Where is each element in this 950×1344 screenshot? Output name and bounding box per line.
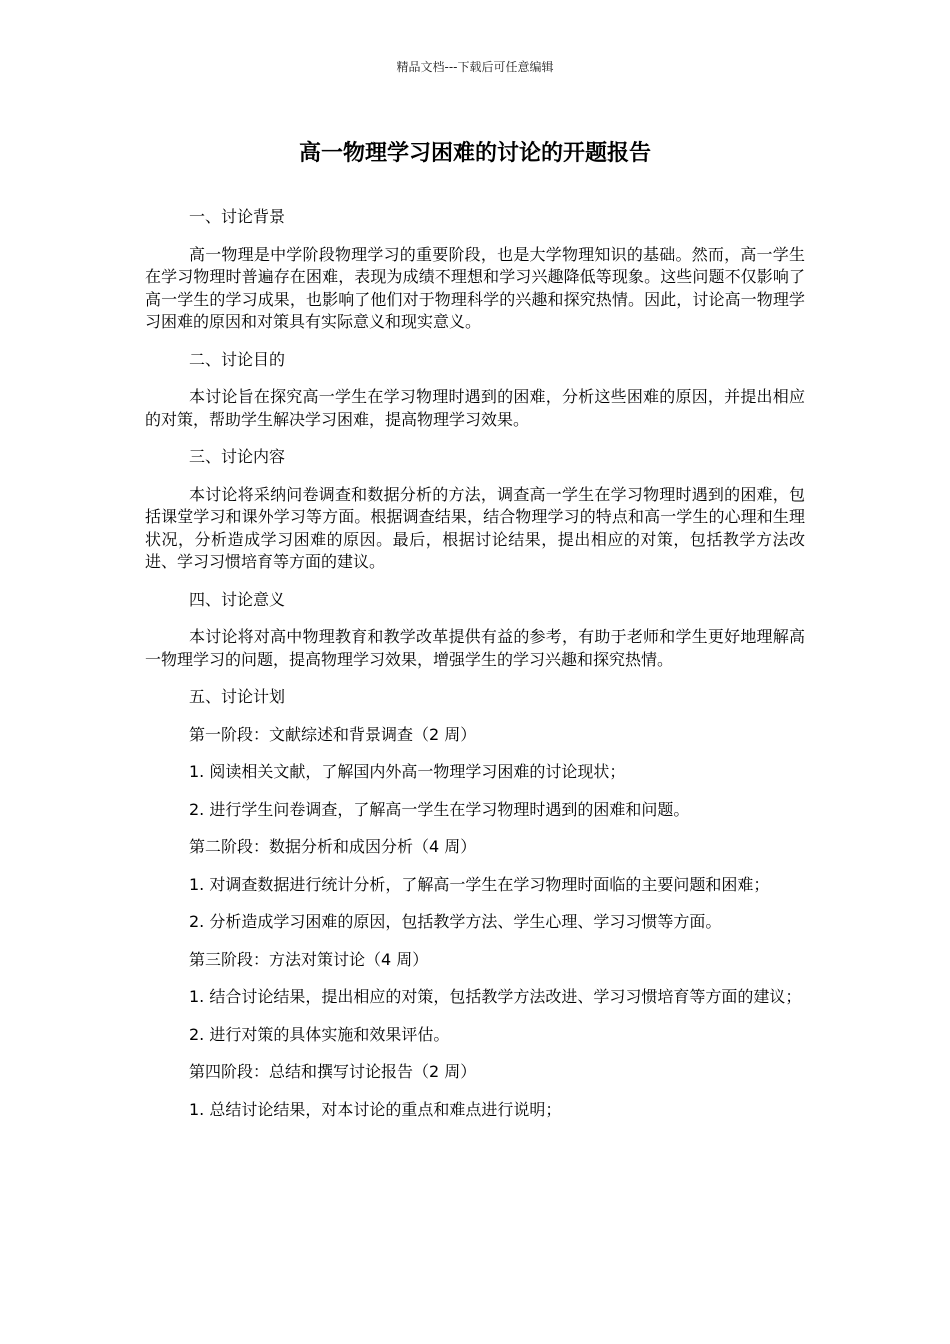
plan-stage-2: 第二阶段：数据分析和成因分析（4 周）	[189, 837, 477, 856]
paragraph-purpose: 本讨论旨在探究高一学生在学习物理时遇到的困难，分析这些困难的原因，并提出相应的对策，帮助学生解决学习困难，提高物理学习效果。	[145, 387, 805, 429]
paragraph-background: 高一物理是中学阶段物理学习的重要阶段，也是大学物理知识的基础。然而，高一学生在学习物理时普遍存在困难，表现为成绩不理想和学习兴趣降低等现象。这些问题不仅影响了高一学生的学习成果，也影响了他们对于物理科学的兴趣和探究热情。因此，讨论高一物理学习困难的原因和对策具有实际意义和现实意义。	[145, 244, 805, 331]
header-note: 精品文档---下载后可任意编辑	[396, 60, 554, 74]
plan-stage-4: 第四阶段：总结和撰写讨论报告（2 周）	[189, 1062, 477, 1081]
paragraph-significance: 本讨论将对高中物理教育和教学改革提供有益的参考，有助于老师和学生更好地理解高一物理学习的问题，提高物理学习效果，增强学生的学习兴趣和探究热情。	[145, 627, 805, 669]
plan-stage-1: 第一阶段：文献综述和背景调查（2 周）	[189, 724, 477, 744]
plan-stage-1-item-1: 1. 阅读相关文献，了解国内外高一物理学习困难的讨论现状；	[189, 762, 626, 781]
section-heading-plan: 五、讨论计划	[189, 687, 286, 706]
plan-stage-2-item-1: 1. 对调查数据进行统计分析，了解高一学生在学习物理时面临的主要问题和困难；	[189, 874, 770, 894]
plan-stage-3-item-1: 1. 结合讨论结果，提出相应的对策，包括教学方法改进、学习习惯培育等方面的建议；	[189, 987, 802, 1006]
document-title: 高一物理学习困难的讨论的开题报告	[298, 141, 651, 166]
document-body	[145, 206, 805, 1136]
plan-stage-1-item-2: 2. 进行学生问卷调查，了解高一学生在学习物理时遇到的困难和问题。	[189, 799, 690, 819]
section-heading-content: 三、讨论内容	[189, 447, 286, 466]
plan-stage-4-item-1: 1. 总结讨论结果，对本讨论的重点和难点进行说明；	[189, 1099, 562, 1119]
plan-stage-3: 第三阶段：方法对策讨论（4 周）	[189, 949, 429, 969]
plan-stage-2-item-2: 2. 分析造成学习困难的原因，包括教学方法、学生心理、学习习惯等方面。	[189, 912, 722, 931]
section-heading-background: 一、讨论背景	[189, 207, 286, 226]
plan-stage-3-item-2: 2. 进行对策的具体实施和效果评估。	[189, 1024, 450, 1044]
section-heading-purpose: 二、讨论目的	[189, 349, 286, 369]
paragraph-content: 本讨论将采纳问卷调查和数据分析的方法，调查高一学生在学习物理时遇到的困难，包括课堂学习和课外学习等方面。根据调查结果，结合物理学习的特点和高一学生的心理和生理状况，分析造成学习困难的原因。最后，根据讨论结果，提出相应的对策，包括教学方法改进、学习习惯培育等方面的建议。	[145, 484, 805, 571]
section-heading-significance: 四、讨论意义	[189, 589, 286, 609]
